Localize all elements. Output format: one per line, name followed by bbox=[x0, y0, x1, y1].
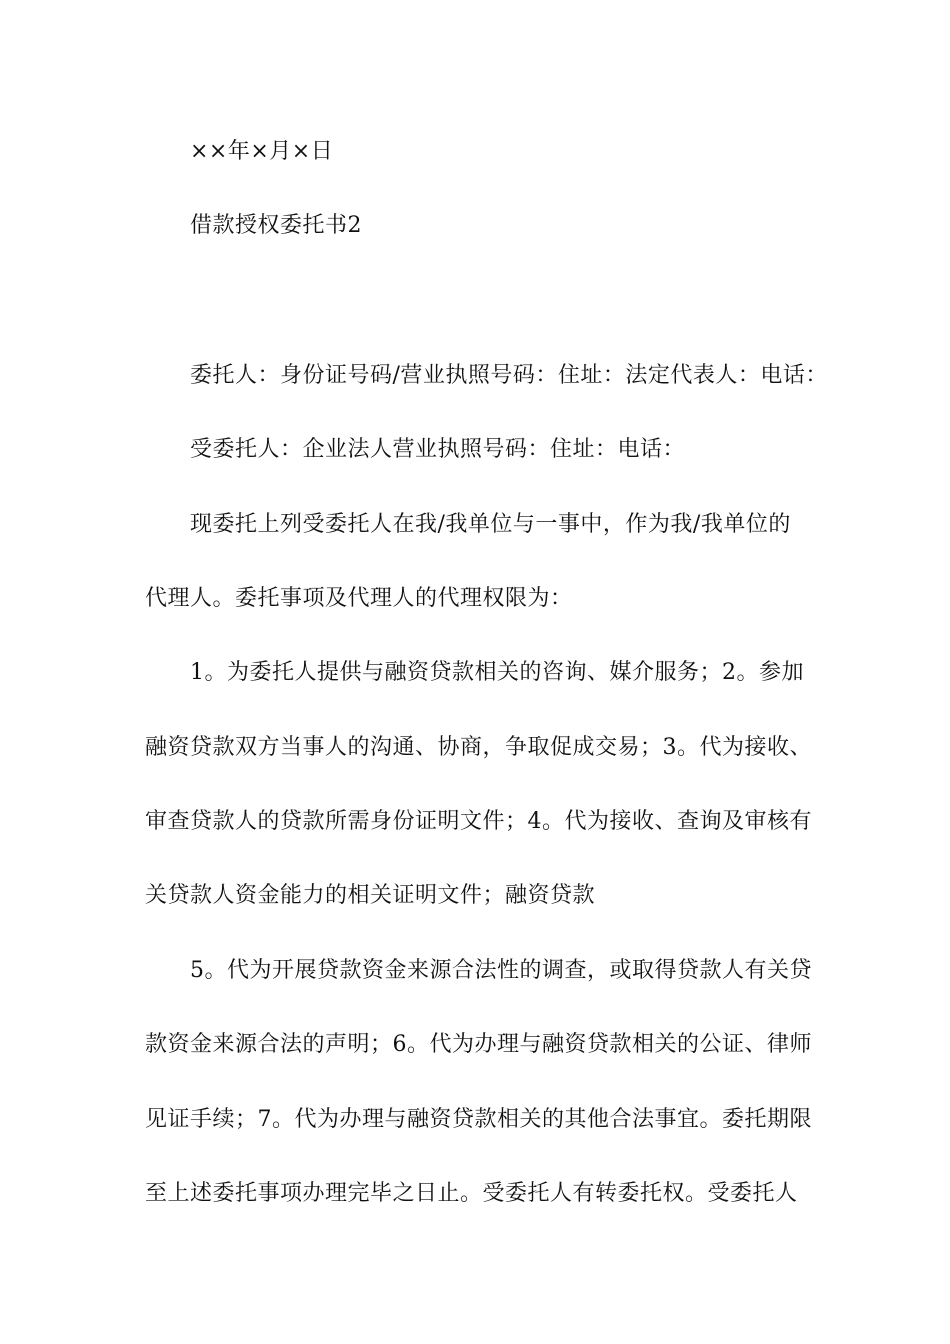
items-line: 融资贷款双方当事人的沟通、协商，争取促成交易；3。代为接收、 bbox=[145, 735, 812, 760]
items-line: 见证手续；7。代为办理与融资贷款相关的其他合法事宜。委托期限 bbox=[145, 1107, 812, 1132]
agent-info-line: 受委托人：企业法人营业执照号码：住址：电话： bbox=[190, 437, 686, 462]
intro-line: 现委托上列受委托人在我/我单位与一事中，作为我/我单位的 bbox=[190, 512, 791, 537]
document-heading: 借款授权委托书2 bbox=[190, 213, 362, 238]
items-line: 1。为委托人提供与融资贷款相关的咨询、媒介服务；2。参加 bbox=[190, 660, 804, 685]
items-line: 审查贷款人的贷款所需身份证明文件；4。代为接收、查询及审核有 bbox=[145, 809, 812, 834]
items-line: 款资金来源合法的声明；6。代为办理与融资贷款相关的公证、律师 bbox=[145, 1032, 812, 1057]
items-line: 关贷款人资金能力的相关证明文件；融资贷款 bbox=[145, 883, 596, 908]
items-line: 5。代为开展贷款资金来源合法性的调查，或取得贷款人有关贷 bbox=[190, 958, 812, 983]
items-line: 至上述委托事项办理完毕之日止。受委托人有转委托权。受委托人 bbox=[145, 1181, 798, 1206]
principal-info-line: 委托人：身份证号码/营业执照号码：住址：法定代表人：电话： bbox=[190, 363, 828, 388]
date-line: ××年×月×日 bbox=[190, 139, 334, 164]
intro-line: 代理人。委托事项及代理人的代理权限为： bbox=[145, 586, 573, 611]
